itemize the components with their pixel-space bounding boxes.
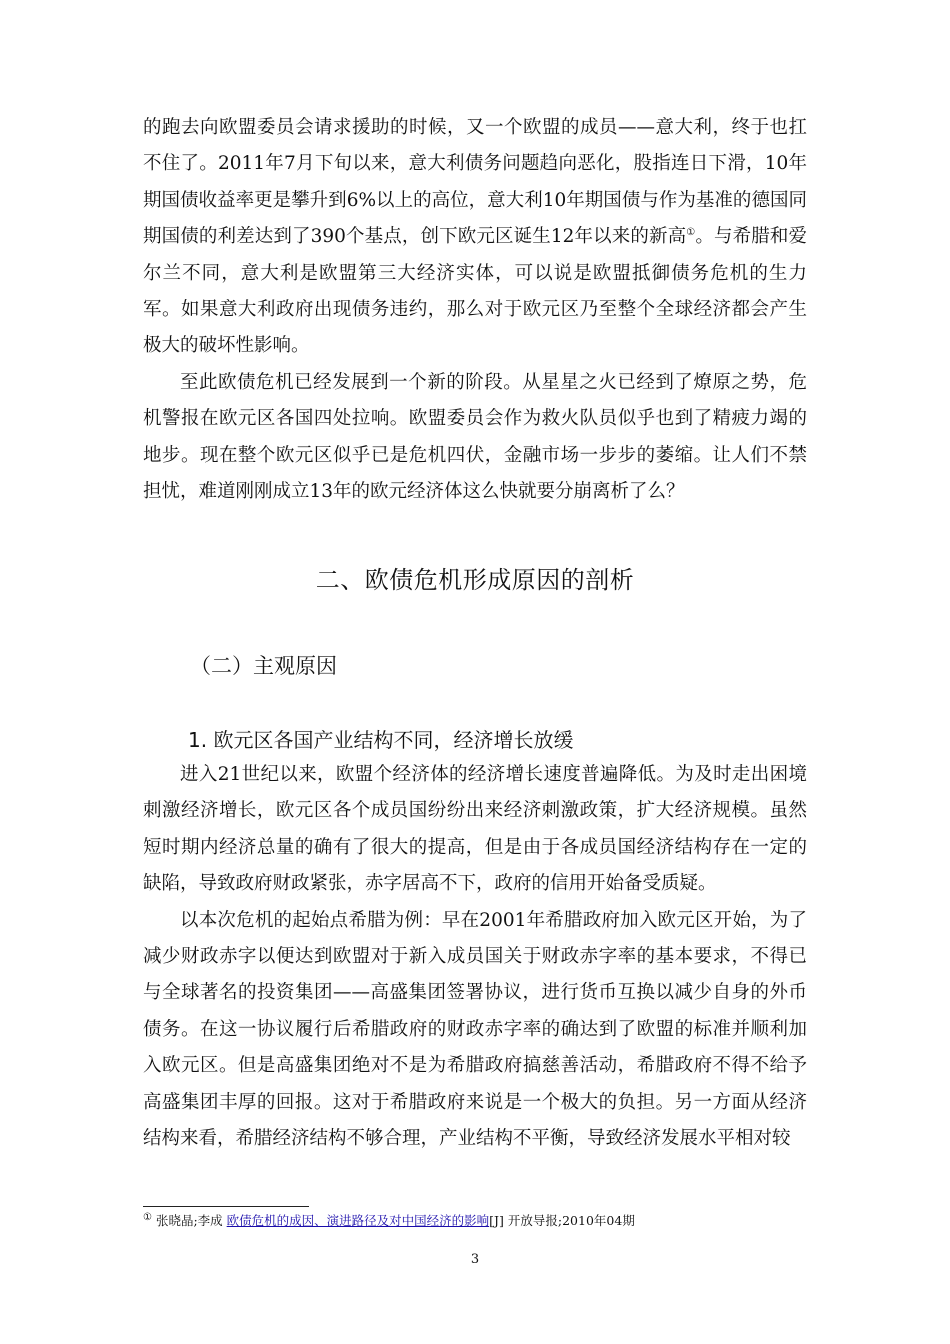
paragraph-growth: 进入21世纪以来，欧盟个经济体的经济增长速度普遍降低。为及时走出困境刺激经济增长，欧元区各个成员国纷纷出来经济刺激政策，扩大经济规模。虽然短时期内经济总量的确有了很大的提高，但是由于各成员国经济结构存在一定的缺陷，导致政府财政紧张，赤字居高不下，政府的信用开始备受质疑。 <box>143 764 807 895</box>
subsection-heading: 1. 欧元区各国产业结构不同，经济增长放缓 <box>188 728 574 752</box>
footnote-separator <box>143 1206 309 1207</box>
footnote-source: [J] 开放导报;2010年04期 <box>489 1213 635 1228</box>
footnote-authors: 张晓晶;李成 <box>151 1213 227 1228</box>
paragraph-greece-example: 以本次危机的起始点希腊为例：早在2001年希腊政府加入欧元区开始，为了减少财政赤字以便达到欧盟对于新入成员国关于财政赤字率的基本要求，不得已与全球著名的投资集团——高盛集团签署协议，进行货币互换以减少自身的外币债务。在这一协议履行后希腊政府的财政赤字率的确达到了欧盟的标准并顺利加入欧元区。但是高盛集团绝对不是为希腊政府搞慈善活动，希腊政府不得不给予高盛集团丰厚的回报。这对于希腊政府来说是一个极大的负担。另一方面从经济结构来看，希腊经济结构不够合理，产业结构不平衡，导致经济发展水平相对较 <box>143 909 807 1150</box>
footnote <box>143 1212 807 1230</box>
footnote-marker: ① <box>143 1211 152 1223</box>
paragraph-italy-debt: 的跑去向欧盟委员会请求援助的时候，又一个欧盟的成员——意大利，终于也扛不住了。2011年7月下旬以来，意大利债务问题趋向恶化，股指连日下滑，10年期国债收益率更是攀升到6%以上的高位，意大利10年期国债与作为基准的德国同期国债的利差达到了390个基点，创下欧元区诞生12年以来的新高①。与希腊和爱尔兰不同，意大利是欧盟第三大经济实体，可以说是欧盟抵御债务危机的生力军。如果意大利政府出现债务违约，那么对于欧元区乃至整个全球经济都会产生极大的破坏性影响。 <box>143 117 807 357</box>
section-heading: （二）主观原因 <box>190 654 337 678</box>
page-number: 3 <box>470 1252 480 1267</box>
footnote-ref-1[interactable]: ① <box>686 227 696 239</box>
chapter-heading: 二、欧债危机形成原因的剖析 <box>315 566 635 594</box>
main-text-block <box>143 757 807 1157</box>
footnote-title-link[interactable]: 欧债危机的成因、演进路径及对中国经济的影响 <box>226 1213 490 1228</box>
intro-text-block <box>143 110 807 510</box>
paragraph-crisis-stage: 至此欧债危机已经发展到一个新的阶段。从星星之火已经到了燎原之势，危机警报在欧元区各国四处拉响。欧盟委员会作为救火队员似乎也到了精疲力竭的地步。现在整个欧元区似乎已是危机四伏，金融市场一步步的萎缩。让人们不禁担忧，难道刚刚成立13年的欧元经济体这么快就要分崩离析了么？ <box>143 371 807 503</box>
